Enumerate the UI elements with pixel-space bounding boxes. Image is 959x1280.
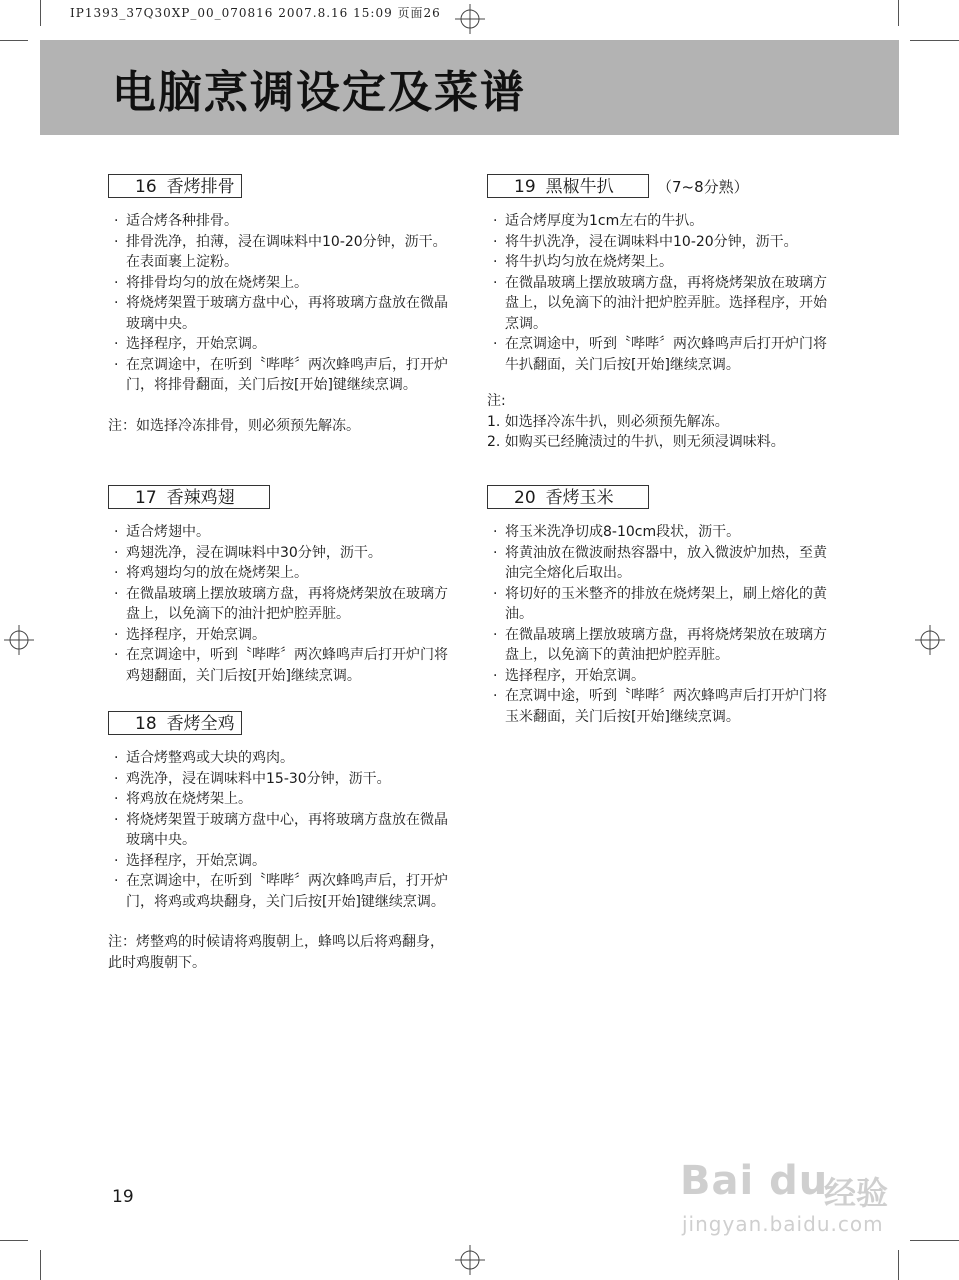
page-title: 电脑烹调设定及菜谱 xyxy=(112,67,526,118)
list-item: · 在烹调途中，在听到〝哔哔〞两次蜂鸣声后，打开炉门，将鸡或鸡块翻身，关门后按[开始]键继续烹调。 xyxy=(108,871,453,912)
crop-mark-top-left-v xyxy=(40,0,41,26)
recipe-19-notes xyxy=(487,391,832,453)
recipe-number: 19 xyxy=(514,177,536,197)
recipe-17 xyxy=(108,484,453,686)
recipe-number: 17 xyxy=(135,488,157,508)
crop-mark-bottom-right-v xyxy=(898,1250,899,1280)
list-item: · 鸡洗净，浸在调味料中15-30分钟，沥干。 xyxy=(108,769,453,790)
recipe-19-title-box xyxy=(487,174,649,198)
note-item: 2. 如购买已经腌渍过的牛扒，则无须浸调味料。 xyxy=(487,434,785,450)
list-item: · 在烹调途中，听到〝哔哔〞两次蜂鸣声后打开炉门将牛扒翻面，关门后按[开始]继续烹调。 xyxy=(487,334,832,375)
recipe-19-doneness: （7~8分熟） xyxy=(657,177,749,196)
list-item: · 选择程序，开始烹调。 xyxy=(108,334,453,355)
recipe-18-title-box xyxy=(108,711,242,735)
note-label: 注: xyxy=(487,393,506,409)
recipe-17-header xyxy=(108,484,453,510)
list-item: · 在烹调途中，在听到〝哔哔〞两次蜂鸣声后，打开炉门，将排骨翻面，关门后按[开始]键继续烹调。 xyxy=(108,355,453,396)
list-item: · 将切好的玉米整齐的排放在烧烤架上，刷上熔化的黄油。 xyxy=(487,584,832,625)
crop-mark-left-h xyxy=(0,40,28,41)
recipe-19-header xyxy=(487,173,832,199)
registration-mark-top xyxy=(455,4,485,34)
recipe-number: 20 xyxy=(514,488,536,508)
registration-mark-right xyxy=(915,625,945,655)
recipe-number: 16 xyxy=(135,177,157,197)
watermark-url: jingyan.baidu.com xyxy=(682,1212,884,1236)
recipe-number: 18 xyxy=(135,714,157,734)
list-item: · 在微晶玻璃上摆放玻璃方盘，再将烧烤架放在玻璃方盘上，以免滴下的油汁把炉腔弄脏。选择程序，开始烹调。 xyxy=(487,273,832,335)
list-item: · 选择程序，开始烹调。 xyxy=(108,625,453,646)
recipe-20-header xyxy=(487,484,832,510)
baidu-jingyan-watermark xyxy=(672,1148,912,1248)
recipe-18-header xyxy=(108,710,453,736)
list-item: · 将玉米洗净切成8-10cm段状，沥干。 xyxy=(487,522,832,543)
list-item: · 鸡翅洗净，浸在调味料中30分钟，沥干。 xyxy=(108,543,453,564)
watermark-label: 经验 xyxy=(824,1174,889,1212)
list-item: · 将牛扒均匀放在烧烤架上。 xyxy=(487,252,832,273)
list-item: · 将烧烤架置于玻璃方盘中心，再将玻璃方盘放在微晶玻璃中央。 xyxy=(108,293,453,334)
recipe-18 xyxy=(108,710,453,973)
recipe-18-steps xyxy=(108,748,453,912)
list-item: · 将牛扒洗净，浸在调味料中10-20分钟，沥干。 xyxy=(487,232,832,253)
crop-mark-bottom-left-v xyxy=(40,1250,41,1280)
recipe-16-header xyxy=(108,173,453,199)
list-item: · 将鸡翅均匀的放在烧烤架上。 xyxy=(108,563,453,584)
recipe-16-note: 注：如选择冷冻排骨，则必须预先解冻。 xyxy=(108,417,360,434)
recipe-name: 香烤排骨 xyxy=(166,177,235,197)
recipe-16 xyxy=(108,173,453,436)
list-item: · 将烧烤架置于玻璃方盘中心，再将玻璃方盘放在微晶玻璃中央。 xyxy=(108,810,453,851)
list-item: · 在烹调途中，听到〝哔哔〞两次蜂鸣声后打开炉门将鸡翅翻面，关门后按[开始]继续烹调。 xyxy=(108,645,453,686)
list-item: · 适合烤整鸡或大块的鸡肉。 xyxy=(108,748,453,769)
list-item: · 排骨洗净，拍薄，浸在调味料中10-20分钟，沥干。在表面裹上淀粉。 xyxy=(108,232,453,273)
list-item: · 在微晶玻璃上摆放玻璃方盘，再将烧烤架放在玻璃方盘上，以免滴下的黄油把炉腔弄脏。 xyxy=(487,625,832,666)
watermark-brand: Bai du xyxy=(680,1158,829,1204)
registration-mark-left xyxy=(4,625,34,655)
crop-mark-bottom-right-h xyxy=(910,1240,959,1241)
recipe-name: 香辣鸡翅 xyxy=(166,488,235,508)
list-item: · 将鸡放在烧烤架上。 xyxy=(108,789,453,810)
list-item: · 在微晶玻璃上摆放玻璃方盘，再将烧烤架放在玻璃方盘上，以免滴下的油汁把炉腔弄脏。 xyxy=(108,584,453,625)
recipe-name: 香烤全鸡 xyxy=(166,714,235,734)
list-item: · 适合烤翅中。 xyxy=(108,522,453,543)
title-banner xyxy=(40,40,899,135)
list-item: · 选择程序，开始烹调。 xyxy=(108,851,453,872)
recipe-19-steps xyxy=(487,211,832,375)
registration-mark-bottom xyxy=(455,1245,485,1275)
print-header: IP1393_37Q30XP_00_070816 2007.8.16 15:09 页面26 xyxy=(70,6,441,20)
list-item: · 将排骨均匀的放在烧烤架上。 xyxy=(108,273,453,294)
recipe-16-title-box xyxy=(108,174,242,198)
crop-mark-right-h xyxy=(910,40,959,41)
list-item: · 适合烤各种排骨。 xyxy=(108,211,453,232)
recipe-name: 香烤玉米 xyxy=(545,488,614,508)
recipe-18-note: 注：烤整鸡的时候请将鸡腹朝上，蜂鸣以后将鸡翻身，此时鸡腹朝下。 xyxy=(108,934,444,971)
recipe-20-title-box xyxy=(487,485,649,509)
recipe-17-title-box xyxy=(108,485,270,509)
recipe-17-steps xyxy=(108,522,453,686)
note-item: 1. 如选择冷冻牛扒，则必须预先解冻。 xyxy=(487,413,729,430)
list-item: · 将黄油放在微波耐热容器中，放入微波炉加热，至黄油完全熔化后取出。 xyxy=(487,543,832,584)
recipe-20 xyxy=(487,484,832,727)
crop-mark-top-right-v xyxy=(898,0,899,26)
crop-mark-bottom-left-h xyxy=(0,1240,28,1241)
list-item: · 选择程序，开始烹调。 xyxy=(487,666,832,687)
recipe-16-steps xyxy=(108,211,453,396)
recipe-20-steps xyxy=(487,522,832,727)
list-item: · 适合烤厚度为1cm左右的牛扒。 xyxy=(487,211,832,232)
list-item: · 在烹调中途，听到〝哔哔〞两次蜂鸣声后打开炉门将玉米翻面，关门后按[开始]继续烹调。 xyxy=(487,686,832,727)
recipe-19 xyxy=(487,173,832,453)
page-number: 19 xyxy=(112,1187,134,1207)
recipe-name: 黑椒牛扒 xyxy=(545,177,614,197)
